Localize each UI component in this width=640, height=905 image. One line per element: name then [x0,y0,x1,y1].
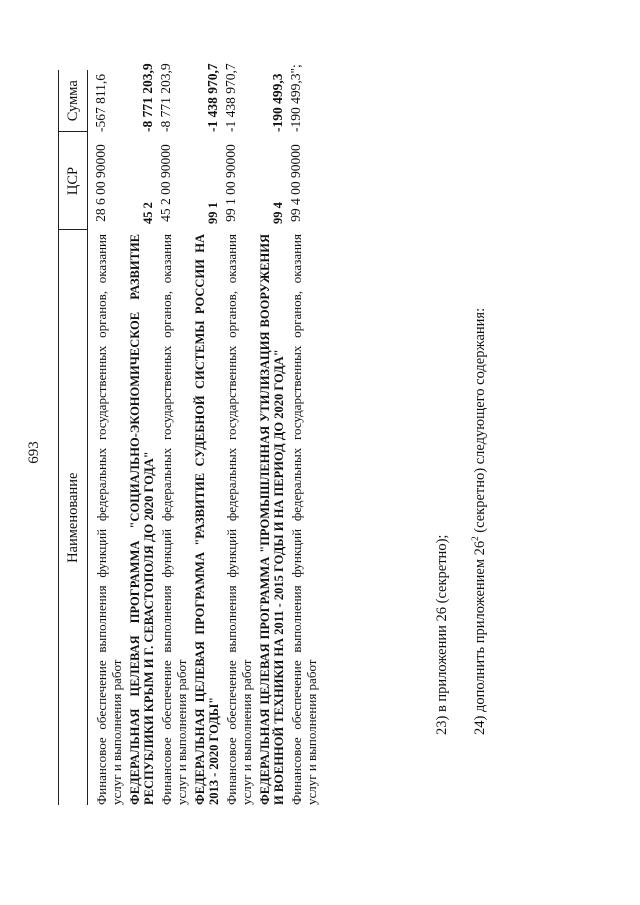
table-row [287,70,322,805]
row-sum: -1 438 970,7 [223,63,238,132]
row-sum: -190 499,3 [270,73,285,132]
table-row [92,70,127,805]
row-sum: -8 771 203,9 [158,63,173,132]
budget-table [58,63,322,805]
item-24-text [470,308,489,735]
row-csr: 99 1 00 90000 [223,144,238,222]
table-header-row [59,70,88,805]
row-name: Финансовое обеспечение выполнения функций федеральных государственных органов, оказания услуг и выполнения работ [224,234,254,805]
column-header-name: Наименование [59,230,88,805]
row-name: Финансовое обеспечение выполнения функций федеральных государственных органов, оказания услуг и выполнения работ [289,234,319,805]
row-name: Финансовое обеспечение выполнения функций федеральных государственных органов, оказания услуг и выполнения работ [159,234,189,805]
row-csr: 99 4 [271,202,285,224]
table-row [157,70,192,805]
item-23-text: 23) в приложении 26 (секретно); [434,534,450,735]
row-sum: -567 811,6 [93,74,108,132]
column-header-csr: ЦСР [59,132,88,230]
row-sum: -1 438 970,7 [205,63,220,132]
row-sum: -190 499,3"; [288,64,303,132]
row-name: ФЕДЕРАЛЬНАЯ ЦЕЛЕВАЯ ПРОГРАММА "СОЦИАЛЬНО-ЭКОНОМИЧЕСКОЕ РАЗВИТИЕ РЕСПУБЛИКИ КРЫМ И Г. СЕВАСТОПОЛЯ ДО 2020 ГОДА" [128,234,156,805]
table-row-program [192,70,222,805]
row-name: ФЕДЕРАЛЬНАЯ ЦЕЛЕВАЯ ПРОГРАММА "ПРОМЫШЛЕННАЯ УТИЛИЗАЦИЯ ВООРУЖЕНИЯ И ВОЕННОЙ ТЕХНИКИ НА 2011 - 2015 ГОДЫ И НА ПЕРИОД ДО 2020 ГОДА" [258,234,286,805]
item-24-prefix: 24) дополнить приложением 26 [471,540,488,735]
column-header-sum: Сумма [59,70,88,132]
row-csr: 99 4 00 90000 [288,144,303,222]
row-csr: 99 1 [206,202,220,224]
row-csr: 45 2 00 90000 [158,144,173,222]
row-csr: 28 6 00 90000 [93,144,108,222]
page-number: 693 [26,441,42,464]
item-24-superscript: 2 [470,536,480,541]
item-24-suffix: (секретно) следующего содержания: [471,307,488,537]
row-csr: 45 2 [141,202,155,224]
row-name: ФЕДЕРАЛЬНАЯ ЦЕЛЕВАЯ ПРОГРАММА "РАЗВИТИЕ СУДЕБНОЙ СИСТЕМЫ РОССИИ НА 2013 - 2020 ГОДЫ" [193,234,221,805]
table-row [222,70,257,805]
table-row-program [127,70,157,805]
row-name: Финансовое обеспечение выполнения функций федеральных государственных органов, оказания услуг и выполнения работ [94,234,124,805]
table-row-program [257,70,287,805]
row-sum: -8 771 203,9 [140,63,155,132]
